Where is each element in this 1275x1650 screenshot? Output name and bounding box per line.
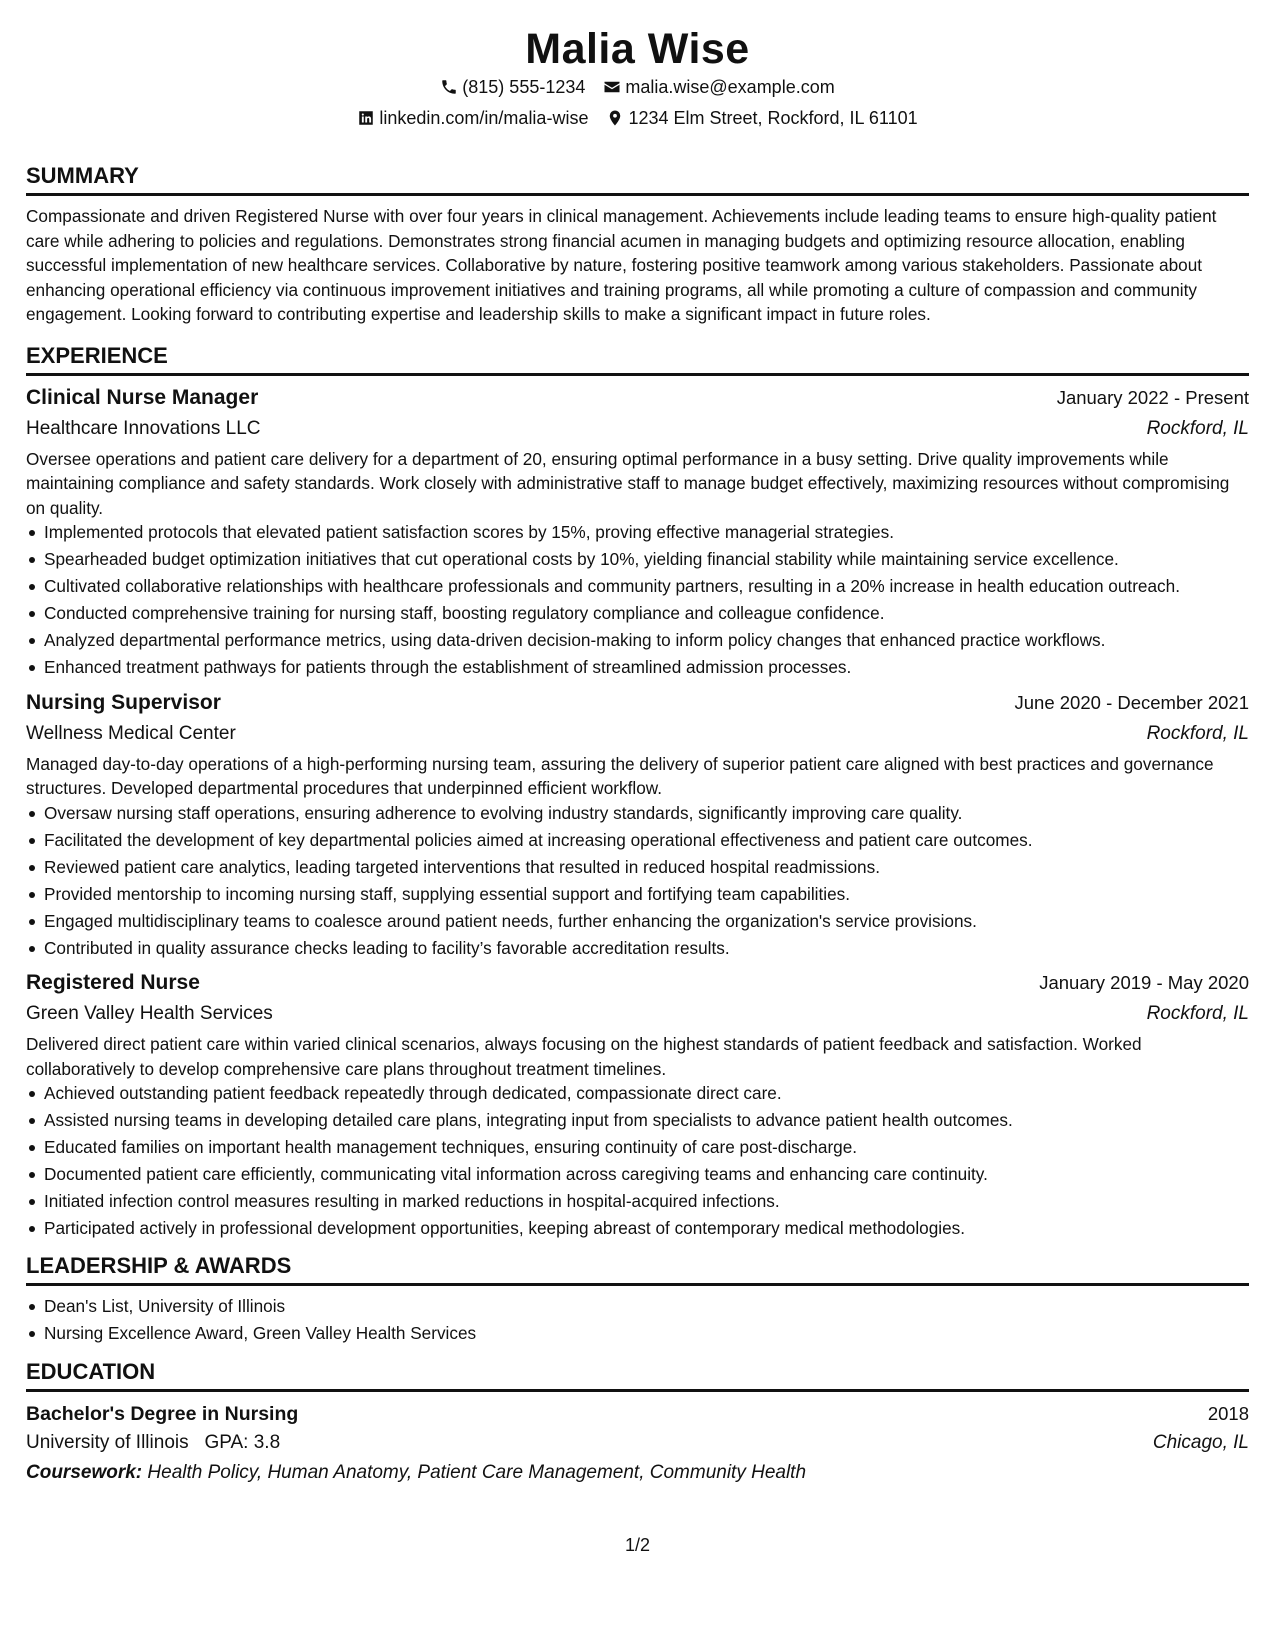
education-section <box>26 1359 1249 1487</box>
graduation-year: 2018 <box>1207 1403 1249 1424</box>
section-divider <box>26 1283 1249 1286</box>
coursework-list: Health Policy, Human Anatomy, Patient Care Management, Community Health <box>147 1462 807 1483</box>
address-contact <box>606 107 917 129</box>
list-item: Reviewed patient care analytics, leading targeted interventions that resulted in reduced hospital readmissions. <box>26 855 1249 880</box>
section-divider <box>26 193 1249 196</box>
job-description: Delivered direct patient care within varied clinical scenarios, always focusing on the highest standards of patient feedback and satisfaction. Worked collaboratively to develop comprehensive care plans throughout treatment timelines. <box>26 1034 1142 1079</box>
leadership-section <box>26 1253 1249 1346</box>
list-item: Initiated infection control measures resulting in marked reductions in hospital-acquired infections. <box>26 1189 1249 1214</box>
job-location: Rockford, IL <box>1146 1003 1249 1024</box>
awards-list <box>26 1294 1249 1346</box>
list-item: Nursing Excellence Award, Green Valley Health Services <box>26 1321 1249 1346</box>
school-name: University of Illinois <box>26 1432 189 1453</box>
company-name: Wellness Medical Center <box>26 722 236 744</box>
job-description: Managed day-to-day operations of a high-performing nursing team, assuring the delivery of superior patient care aligned with best practices and governance structures. Developed departmental procedures that underpinned efficient workflow. <box>26 753 1214 798</box>
phone-contact <box>440 76 585 98</box>
list-item: Cultivated collaborative relationships with healthcare professionals and community partners, resulting in a 20% increase in health education outreach. <box>26 574 1249 599</box>
envelope-icon <box>603 78 621 96</box>
list-item: Educated families on important health management techniques, ensuring continuity of care post-discharge. <box>26 1135 1249 1160</box>
list-item: Facilitated the development of key departmental policies aimed at increasing operational effectiveness and patient care outcomes. <box>26 828 1249 853</box>
job-bullets <box>26 1081 1249 1241</box>
degree-title: Bachelor's Degree in Nursing <box>26 1403 299 1425</box>
job-dates: June 2020 - December 2021 <box>1014 691 1249 713</box>
linkedin-contact[interactable] <box>357 107 588 129</box>
list-item: Spearheaded budget optimization initiatives that cut operational costs by 10%, yielding financial stability while maintaining service excellence. <box>26 547 1249 572</box>
experience-section <box>26 343 1249 1241</box>
job-location: Rockford, IL <box>1146 417 1249 439</box>
list-item: Achieved outstanding patient feedback repeatedly through dedicated, compassionate direct care. <box>26 1081 1249 1106</box>
job-location: Rockford, IL <box>1146 722 1249 744</box>
list-item: Assisted nursing teams in developing detailed care plans, integrating input from specialists to advance patient health outcomes. <box>26 1108 1249 1133</box>
list-item: Analyzed departmental performance metrics, using data-driven decision-making to inform policy changes that enhanced practice workflows. <box>26 628 1249 653</box>
email-contact[interactable] <box>603 76 834 98</box>
job-bullets <box>26 801 1249 961</box>
coursework-label: Coursework: <box>26 1462 143 1483</box>
map-pin-icon <box>606 109 624 127</box>
section-title-summary: SUMMARY <box>26 163 139 188</box>
candidate-name: Malia Wise <box>525 25 750 73</box>
resume-page <box>26 0 1249 1487</box>
section-divider <box>26 1389 1249 1392</box>
summary-text: Compassionate and driven Registered Nurse with over four years in clinical management. Achievements include leading teams to ensure high-quality patient care while adhering to policies and regulations. Demonstrates strong financial acumen in managing budgets and optimizing resource allocation, enabling successful implementation of new healthcare services. Collaborative by nature, fostering positive teamwork among various stakeholders. Passionate about enhancing operational efficiency via continuous improvement initiatives and training programs, all while promoting a culture of compassion and community engagement. Looking forward to contributing expertise and leadership skills to make a significant impact in future roles. <box>26 206 1217 324</box>
list-item: Conducted comprehensive training for nursing staff, boosting regulatory compliance and colleague confidence. <box>26 601 1249 626</box>
company-name: Green Valley Health Services <box>26 1003 273 1024</box>
contact-line-1 <box>26 76 1249 98</box>
linkedin-text[interactable]: linkedin.com/in/malia-wise <box>379 108 589 128</box>
section-title-leadership: LEADERSHIP & AWARDS <box>26 1252 292 1278</box>
linkedin-icon <box>357 109 375 127</box>
section-title-experience: EXPERIENCE <box>26 342 168 368</box>
phone-icon <box>440 78 458 96</box>
job-entry <box>26 689 1249 961</box>
section-title-education: EDUCATION <box>26 1359 156 1384</box>
job-title: Nursing Supervisor <box>26 690 221 714</box>
gpa: GPA: 3.8 <box>204 1432 281 1453</box>
list-item: Engaged multidisciplinary teams to coalesce around patient needs, further enhancing the organization's service provisions. <box>26 909 1249 934</box>
job-entry <box>26 384 1249 680</box>
job-dates: January 2019 - May 2020 <box>1039 972 1249 993</box>
email-text[interactable]: malia.wise@example.com <box>625 77 835 97</box>
list-item: Implemented protocols that elevated patient satisfaction scores by 15%, proving effective managerial strategies. <box>26 520 1249 545</box>
list-item: Participated actively in professional development opportunities, keeping abreast of contemporary medical methodologies. <box>26 1216 1249 1241</box>
section-divider <box>26 373 1249 376</box>
contact-line-2 <box>26 107 1249 129</box>
list-item: Oversaw nursing staff operations, ensuring adherence to evolving industry standards, significantly improving care quality. <box>26 801 1249 826</box>
summary-section <box>26 163 1249 327</box>
school-location: Chicago, IL <box>1152 1432 1249 1453</box>
list-item: Provided mentorship to incoming nursing staff, supplying essential support and fortifying team capabilities. <box>26 882 1249 907</box>
address-text: 1234 Elm Street, Rockford, IL 61101 <box>628 108 918 128</box>
job-bullets <box>26 520 1249 680</box>
company-name: Healthcare Innovations LLC <box>26 417 261 439</box>
job-entry <box>26 969 1249 1241</box>
job-title: Clinical Nurse Manager <box>26 385 259 409</box>
phone-text: (815) 555-1234 <box>462 77 586 97</box>
list-item: Documented patient care efficiently, communicating vital information across caregiving teams and enhancing care continuity. <box>26 1162 1249 1187</box>
job-title: Registered Nurse <box>26 971 200 994</box>
job-description: Oversee operations and patient care delivery for a department of 20, ensuring optimal performance in a busy setting. Drive quality improvements while maintaining compliance and safety standards. Work closely with administrative staff to manage budget effectively, maximizing resources without compromising on quality. <box>26 448 1230 518</box>
school-info <box>26 1429 280 1457</box>
list-item: Enhanced treatment pathways for patients through the establishment of streamlined admission processes. <box>26 655 1249 680</box>
coursework-line <box>26 1459 1249 1487</box>
list-item: Dean's List, University of Illinois <box>26 1294 1249 1319</box>
page-number: 1/2 <box>624 1535 651 1555</box>
job-dates: January 2022 - Present <box>1056 386 1249 408</box>
list-item: Contributed in quality assurance checks leading to facility’s favorable accreditation results. <box>26 936 1249 961</box>
